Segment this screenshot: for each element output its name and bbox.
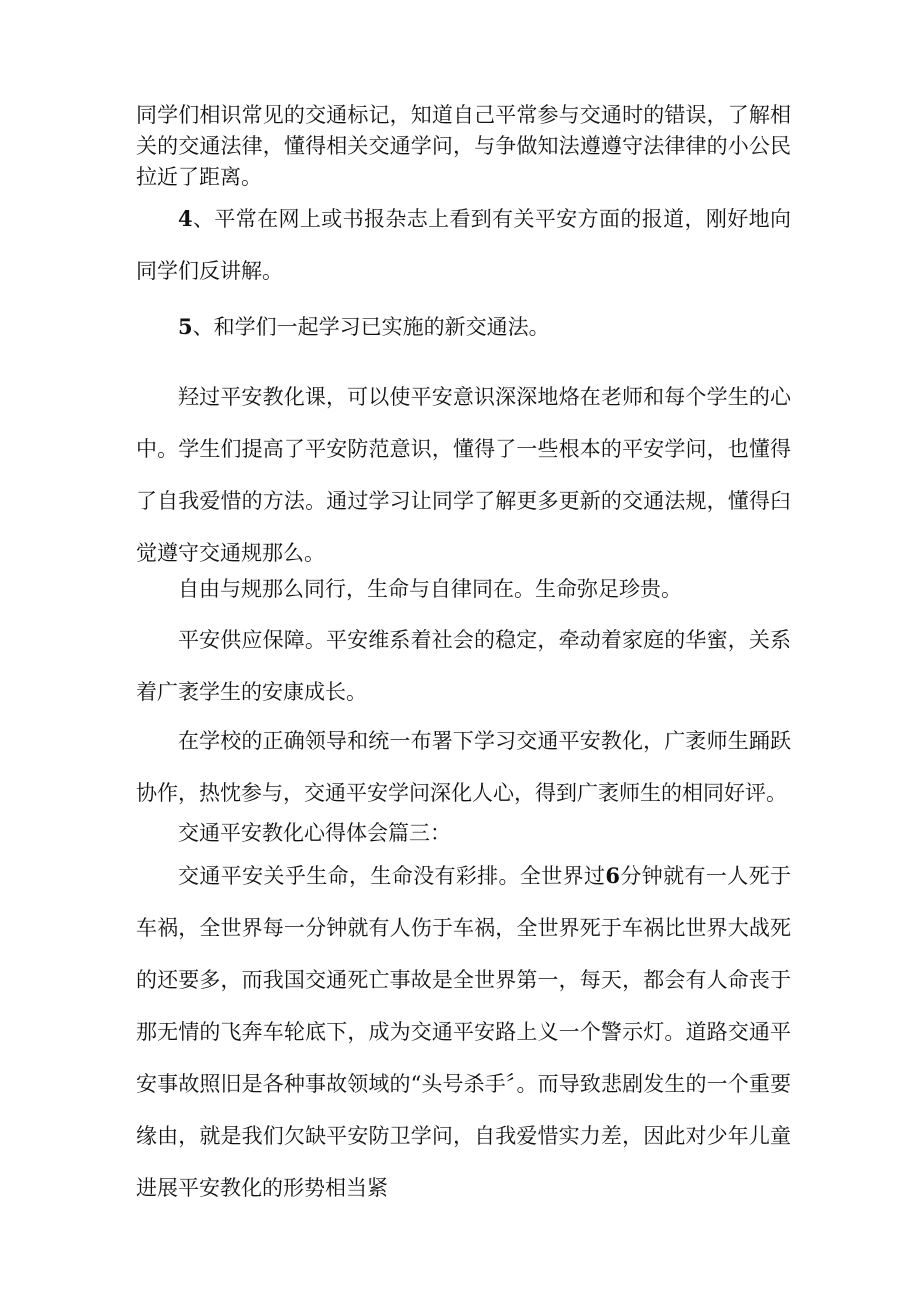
paragraph-text: 同学们相识常见的交通标记，知道自己平常参与交通时的错误，了解相关的交通法律，懂得相关交通学问，与争做知法遵遵守法律律的小公民拉近了距离。: [136, 103, 791, 189]
paragraph-text: 、平常在网上或书报杂志上看到有关平安方面的报道，刚好地向同学们反讲解。: [136, 207, 791, 283]
minutes-number: 6: [605, 863, 621, 888]
paragraph-life-no-rehearsal: [136, 850, 791, 1214]
paragraph-item-5: [136, 311, 791, 343]
paragraph-freedom-rules: [136, 574, 791, 605]
paragraph-school-leadership: [136, 715, 791, 819]
paragraph-item-4: [136, 193, 791, 297]
paragraph-safety-guarantee: [136, 614, 791, 718]
paragraph-text: 自由与规那么同行，生命与自律同在。生命弥足珍贵。: [178, 577, 682, 601]
paragraph-text: 平安供应保障。平安维系着社会的稳定，牵动着家庭的华蜜，关系着广袤学生的安康成长。: [136, 628, 791, 704]
paragraph-text-b: 分钟就有一人死于车祸，全世界每一分钟就有人伤于车祸，全世界死于车祸比世界大战死的还要多，而我国交通死亡事故是全世界第一，每天，都会有人命丧于那无情的飞奔车轮底下，成为交通平安路上义一个警示灯。道路交通平安事故照旧是各种事故领域的“头号杀手〞。而导致悲剧发生的一个重要缘由，就是我们欠缺平安防卫学问，自我爱惜实力差，因此对少年儿童进展平安教化的形势相当紧: [136, 864, 792, 1200]
paragraph-text-a: 交通平安关乎生命，生命没有彩排。全世界过: [178, 864, 606, 888]
paragraph-text: 、和学们一起学习已实施的新交通法。: [192, 315, 550, 339]
item-number: 5: [178, 314, 193, 339]
paragraph-text: 在学校的正确领导和统一布署下学习交通平安教化，广袤师生踊跃协作，热忱参与，交通平安学问深化人心，得到广袤师生的相同好评。: [136, 729, 791, 805]
section-heading-part-three: [136, 818, 791, 849]
paragraph-traffic-signs: [136, 100, 791, 193]
item-number: 4: [178, 206, 193, 231]
paragraph-text: 羟过平安教化课，可以使平安意识深深地烙在老师和每个学生的心中。学生们提高了平安防范意识，懂得了一些根本的平安学问，也懂得了自我爱惜的方法。通过学习让同学了解更多更新的交通法规，懂得臼觉遵守交通规那么。: [136, 385, 791, 565]
paragraph-text: 交通平安教化心得体会篇三：: [178, 821, 451, 845]
paragraph-safety-course: [136, 371, 791, 579]
